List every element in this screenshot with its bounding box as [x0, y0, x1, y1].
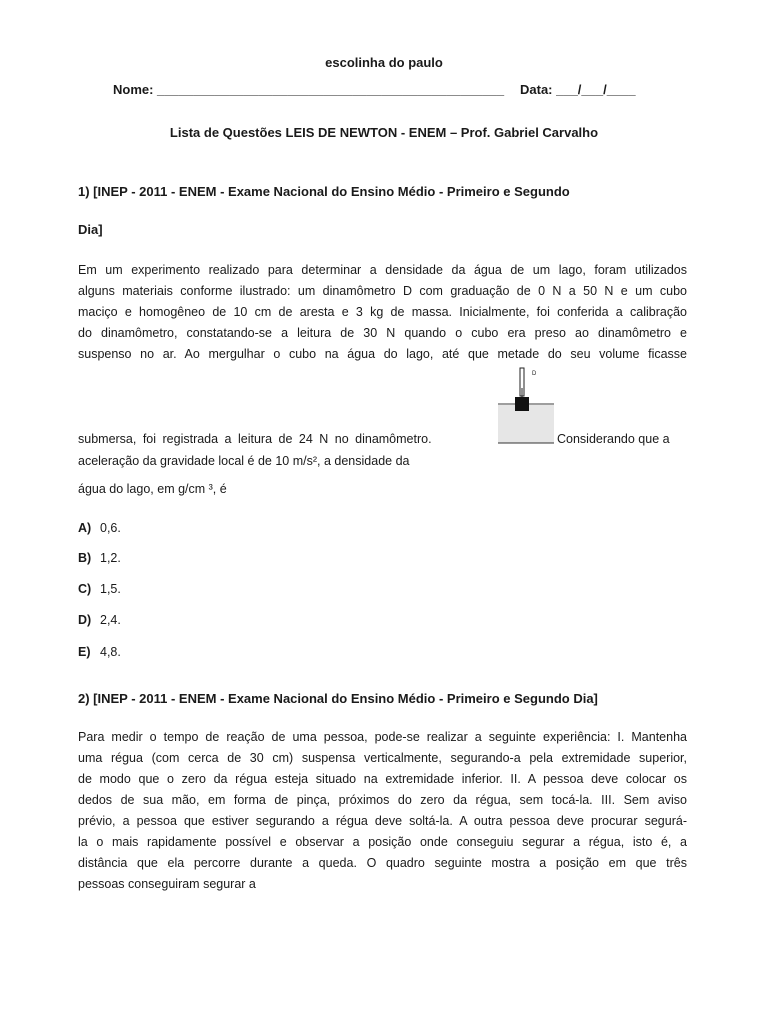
- q1-heading-line2: Dia]: [78, 222, 103, 237]
- q2-text-line: de modo que o zero da régua esteja situado na extremidade inferior. II. A pessoa deve colocar os: [78, 772, 687, 786]
- q1-text-line-8: água do lago, em g/cm ³, é: [78, 482, 227, 496]
- q2-text-line: dedos de sua mão, em forma de pinça, próximos do zero da régua, sem tocá-la. III. Sem aviso: [78, 793, 687, 807]
- date-field-line: Data: ___/___/____: [520, 82, 636, 97]
- q2-text-line: la o mais rapidamente possível e observar a posição onde conseguiu segurar a régua, isto é, a: [78, 835, 687, 849]
- dynamometer-label: D: [532, 371, 537, 377]
- option-letter: A): [78, 521, 92, 535]
- name-field-line: Nome: ________________________________________________: [113, 82, 505, 97]
- q1-text-line: suspenso no ar. Ao mergulhar o cubo na água do lago, até que metade do seu volume ficasse: [78, 347, 687, 361]
- option-letter: D): [78, 613, 92, 627]
- q1-option-e: [78, 645, 121, 659]
- q1-option-d: [78, 613, 121, 627]
- q1-option-b: [78, 551, 121, 565]
- option-value: 0,6.: [100, 521, 121, 535]
- name-date-row: [113, 82, 636, 97]
- q1-paragraph: [78, 260, 687, 365]
- q2-text-line: uma régua (com cerca de 30 cm) suspensa verticalmente, segurando-a pela extremidade superior,: [78, 751, 687, 765]
- option-value: 2,4.: [100, 613, 121, 627]
- option-letter: E): [78, 645, 91, 659]
- q1-text-line: Em um experimento realizado para determinar a densidade da água de um lago, foram utilizados: [78, 263, 687, 277]
- q1-text-line-7: aceleração da gravidade local é de 10 m/s², a densidade da: [78, 454, 410, 468]
- q2-paragraph: [78, 727, 687, 895]
- q1-heading-line1: 1) [INEP - 2011 - ENEM - Exame Nacional do Ensino Médio - Primeiro e Segundo: [78, 184, 570, 199]
- q2-heading: 2) [INEP - 2011 - ENEM - Exame Nacional do Ensino Médio - Primeiro e Segundo Dia]: [78, 691, 598, 706]
- school-name: escolinha do paulo: [325, 55, 443, 70]
- q1-text-line-after-figure: [78, 432, 687, 446]
- option-value: 4,8.: [100, 645, 121, 659]
- list-title: Lista de Questões LEIS DE NEWTON - ENEM – Prof. Gabriel Carvalho: [169, 125, 599, 140]
- q2-text-line: pessoas conseguiram segurar a: [78, 877, 256, 891]
- q1-text-line: alguns materiais conforme ilustrado: um dinamômetro D com graduação de 0 N a 50 N e um cubo: [78, 284, 687, 298]
- q1-text-line: do dinamômetro, constatando-se a leitura de 30 N quando o cubo era preso ao dinamômetro e: [78, 326, 687, 340]
- q2-text-line: distância que ela percorre durante a queda. O quadro seguinte mostra a posição em que três: [78, 856, 687, 870]
- q1-text-line: maciço e homogêneo de 10 cm de aresta e 3 kg de massa. Inicialmente, foi conferida a calibração: [78, 305, 687, 319]
- option-letter: C): [78, 582, 92, 596]
- option-value: 1,5.: [100, 582, 121, 596]
- q2-text-line: Para medir o tempo de reação de uma pessoa, pode-se realizar a seguinte experiência: I. Mantenha: [78, 730, 687, 744]
- option-value: 1,2.: [100, 551, 121, 565]
- option-letter: B): [78, 551, 92, 565]
- q1-option-c: [78, 582, 121, 596]
- q2-text-line: prévio, a pessoa que estiver segurando a régua deve soltá-la. A outra pessoa deve procurar segurá-: [78, 814, 687, 828]
- q1-option-a: [78, 521, 121, 535]
- q1-text-left: submersa, foi registrada a leitura de 24 N no dinamômetro.: [78, 432, 432, 446]
- q1-text-right: Considerando que a: [557, 432, 670, 446]
